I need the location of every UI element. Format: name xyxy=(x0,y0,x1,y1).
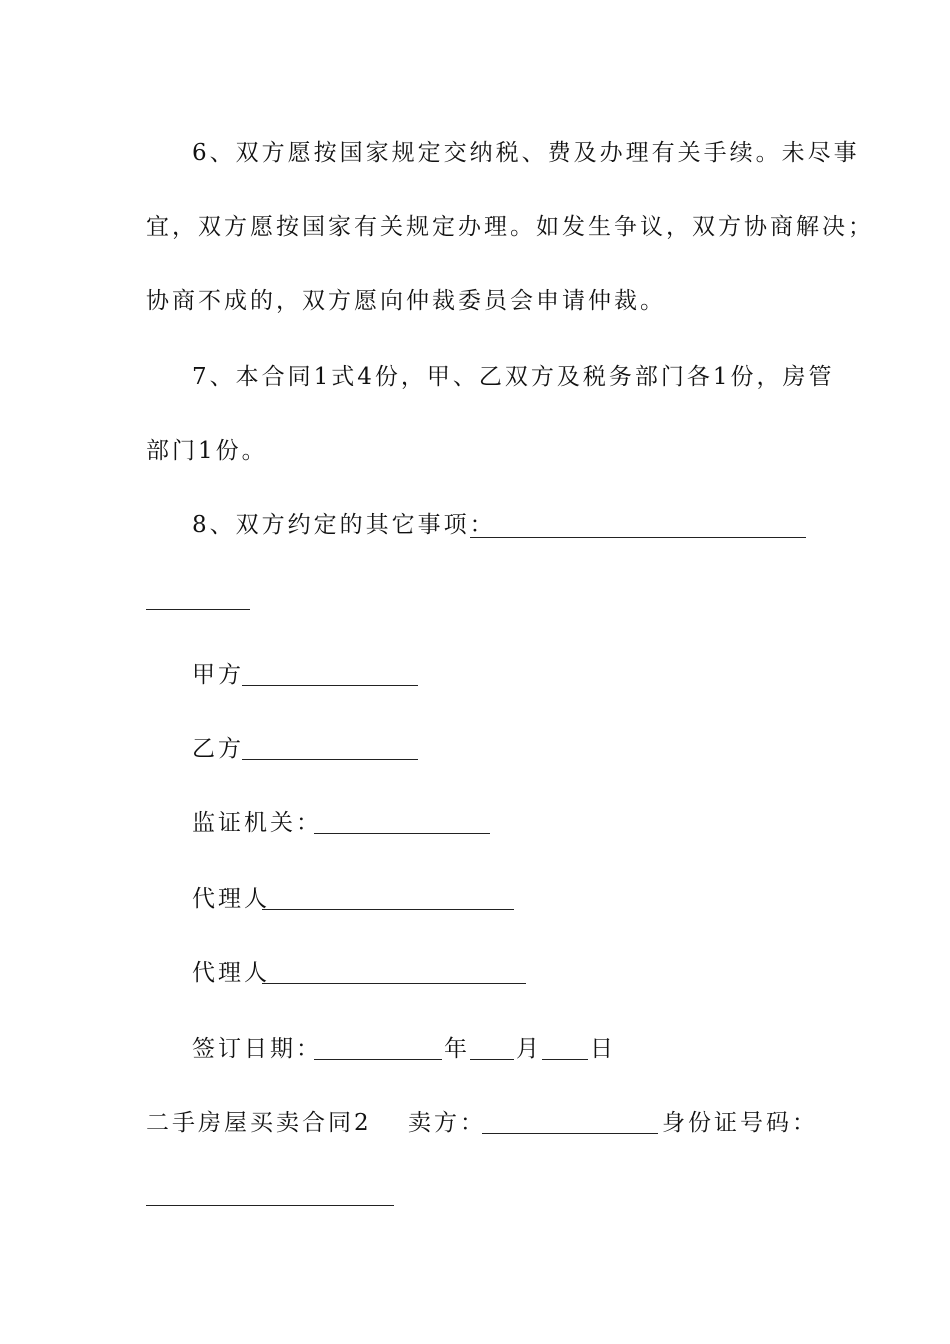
date-month-blank xyxy=(470,1059,514,1060)
seller-blank xyxy=(482,1133,658,1134)
id-number-label: 身份证号码： xyxy=(662,1110,818,1136)
clause-6-line-3: 协商不成的，双方愿向仲裁委员会申请仲裁。 xyxy=(146,288,666,314)
clause-7-line-2: 部门1份。 xyxy=(146,438,268,464)
clause-8-label: 8、双方约定的其它事项： xyxy=(192,512,496,538)
date-day-blank xyxy=(542,1059,588,1060)
agent-2-label: 代理人 xyxy=(192,960,270,986)
clause-6-line-2: 宜，双方愿按国家有关规定办理。如发生争议，双方协商解决； xyxy=(146,214,874,240)
date-year-blank xyxy=(314,1059,442,1060)
date-day-label: 日 xyxy=(590,1036,616,1062)
clause-8-blank-1 xyxy=(470,537,806,538)
party-b-blank xyxy=(242,759,418,760)
agent-2-blank xyxy=(262,983,526,984)
clause-8-blank-2 xyxy=(146,609,250,610)
clause-6-line-1: 6、双方愿按国家规定交纳税、费及办理有关手续。未尽事 xyxy=(192,140,860,166)
agent-1-blank xyxy=(262,909,514,910)
date-year-label: 年 xyxy=(444,1036,470,1062)
clause-7-line-1: 7、本合同1式4份，甲、乙双方及税务部门各1份，房管 xyxy=(192,364,835,390)
next-contract-title: 二手房屋买卖合同2 xyxy=(146,1110,372,1136)
seller-label: 卖方： xyxy=(408,1110,486,1136)
id-number-blank xyxy=(146,1205,394,1206)
party-a-blank xyxy=(242,685,418,686)
notary-blank xyxy=(314,833,490,834)
notary-label: 监证机关： xyxy=(192,810,322,836)
date-month-label: 月 xyxy=(516,1036,542,1062)
party-a-label: 甲方 xyxy=(192,662,244,688)
party-b-label: 乙方 xyxy=(192,736,244,762)
date-label: 签订日期： xyxy=(192,1036,322,1062)
agent-1-label: 代理人 xyxy=(192,886,270,912)
